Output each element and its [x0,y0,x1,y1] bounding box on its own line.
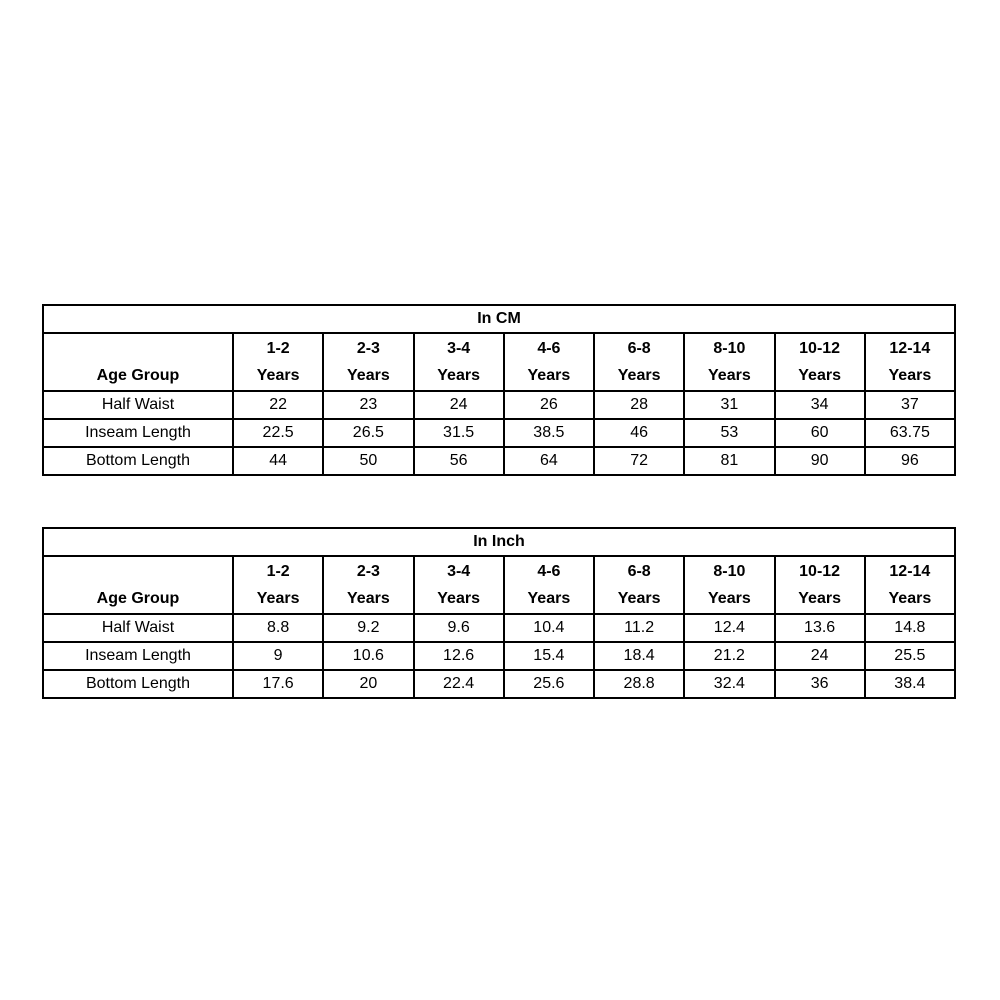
measurement-cell: 90 [775,447,865,475]
measurement-cell: 9.2 [323,614,413,642]
measurement-cell: 17.6 [233,670,323,698]
age-column-header [684,333,774,391]
measurement-cell: 22.5 [233,419,323,447]
measurement-cell: 81 [684,447,774,475]
measurement-cell: 25.6 [504,670,594,698]
table-row [43,670,955,698]
age-range: 12-14 [889,340,931,357]
measurement-cell: 22.4 [414,670,504,698]
header-label-cell [43,556,233,614]
age-unit: Years [798,590,841,607]
measurement-cell: 24 [775,642,865,670]
measurement-cell: 22 [233,391,323,419]
row-label: Inseam Length [43,419,233,447]
age-unit: Years [347,367,390,384]
measurement-cell: 9.6 [414,614,504,642]
measurement-cell: 26.5 [323,419,413,447]
size-table-cm [42,304,956,476]
measurement-cell: 18.4 [594,642,684,670]
age-range: 8-10 [713,563,746,580]
age-range: 10-12 [799,340,841,357]
age-unit: Years [708,367,751,384]
row-label: Bottom Length [43,670,233,698]
row-label: Inseam Length [43,642,233,670]
age-range: 4-6 [537,563,561,580]
measurement-cell: 56 [414,447,504,475]
table-header-row [43,556,955,614]
age-range: 12-14 [889,563,931,580]
measurement-cell: 37 [865,391,955,419]
table-title-row [43,528,955,556]
age-column-header [775,556,865,614]
age-range: 6-8 [627,340,651,357]
age-range: 1-2 [266,563,290,580]
age-column-header [865,556,955,614]
measurement-cell: 63.75 [865,419,955,447]
measurement-cell: 60 [775,419,865,447]
measurement-cell: 10.4 [504,614,594,642]
age-column-header [775,333,865,391]
size-table-inch [42,527,956,699]
age-group-label: Age Group [96,590,180,607]
age-group-label: Age Group [96,367,180,384]
age-unit: Years [708,590,751,607]
measurement-cell: 24 [414,391,504,419]
measurement-cell: 38.5 [504,419,594,447]
measurement-cell: 34 [775,391,865,419]
measurement-cell: 8.8 [233,614,323,642]
age-column-header [323,556,413,614]
measurement-cell: 11.2 [594,614,684,642]
age-column-header [233,333,323,391]
measurement-cell: 96 [865,447,955,475]
measurement-cell: 46 [594,419,684,447]
age-range: 1-2 [266,340,290,357]
age-range: 8-10 [713,340,746,357]
age-unit: Years [888,367,932,384]
age-unit: Years [437,590,480,607]
age-column-header [233,556,323,614]
header-label-cell [43,333,233,391]
age-column-header [865,333,955,391]
measurement-cell: 21.2 [684,642,774,670]
measurement-cell: 28.8 [594,670,684,698]
age-unit: Years [527,367,571,384]
age-unit: Years [617,590,661,607]
measurement-cell: 50 [323,447,413,475]
table-row [43,642,955,670]
age-unit: Years [888,590,932,607]
row-label: Half Waist [43,614,233,642]
measurement-cell: 64 [504,447,594,475]
table-title: In CM [43,305,955,333]
age-unit: Years [437,367,480,384]
row-label: Bottom Length [43,447,233,475]
age-unit: Years [256,367,300,384]
age-unit: Years [256,590,300,607]
age-column-header [504,333,594,391]
age-range: 2-3 [356,340,380,357]
table-row [43,391,955,419]
row-label: Half Waist [43,391,233,419]
age-range: 10-12 [799,563,841,580]
age-unit: Years [527,590,571,607]
age-column-header [594,333,684,391]
table-title-row [43,305,955,333]
measurement-cell: 10.6 [323,642,413,670]
age-unit: Years [617,367,661,384]
measurement-cell: 14.8 [865,614,955,642]
measurement-cell: 12.6 [414,642,504,670]
table-title: In Inch [43,528,955,556]
age-range: 3-4 [447,563,471,580]
measurement-cell: 36 [775,670,865,698]
age-column-header [414,333,504,391]
measurement-cell: 28 [594,391,684,419]
measurement-cell: 53 [684,419,774,447]
measurement-cell: 25.5 [865,642,955,670]
age-column-header [684,556,774,614]
measurement-cell: 12.4 [684,614,774,642]
measurement-cell: 44 [233,447,323,475]
table-header-row [43,333,955,391]
age-range: 6-8 [627,563,651,580]
measurement-cell: 9 [233,642,323,670]
measurement-cell: 15.4 [504,642,594,670]
table-row [43,419,955,447]
table-body [43,391,955,475]
measurement-cell: 13.6 [775,614,865,642]
measurement-cell: 32.4 [684,670,774,698]
age-unit: Years [798,367,841,384]
measurement-cell: 20 [323,670,413,698]
measurement-cell: 72 [594,447,684,475]
measurement-cell: 31 [684,391,774,419]
age-column-header [504,556,594,614]
age-column-header [414,556,504,614]
measurement-cell: 38.4 [865,670,955,698]
table-body [43,614,955,698]
age-range: 3-4 [447,340,471,357]
measurement-cell: 31.5 [414,419,504,447]
age-unit: Years [347,590,390,607]
measurement-cell: 23 [323,391,413,419]
age-column-header [594,556,684,614]
age-column-header [323,333,413,391]
table-row [43,447,955,475]
age-range: 4-6 [537,340,561,357]
table-row [43,614,955,642]
age-range: 2-3 [356,563,380,580]
measurement-cell: 26 [504,391,594,419]
